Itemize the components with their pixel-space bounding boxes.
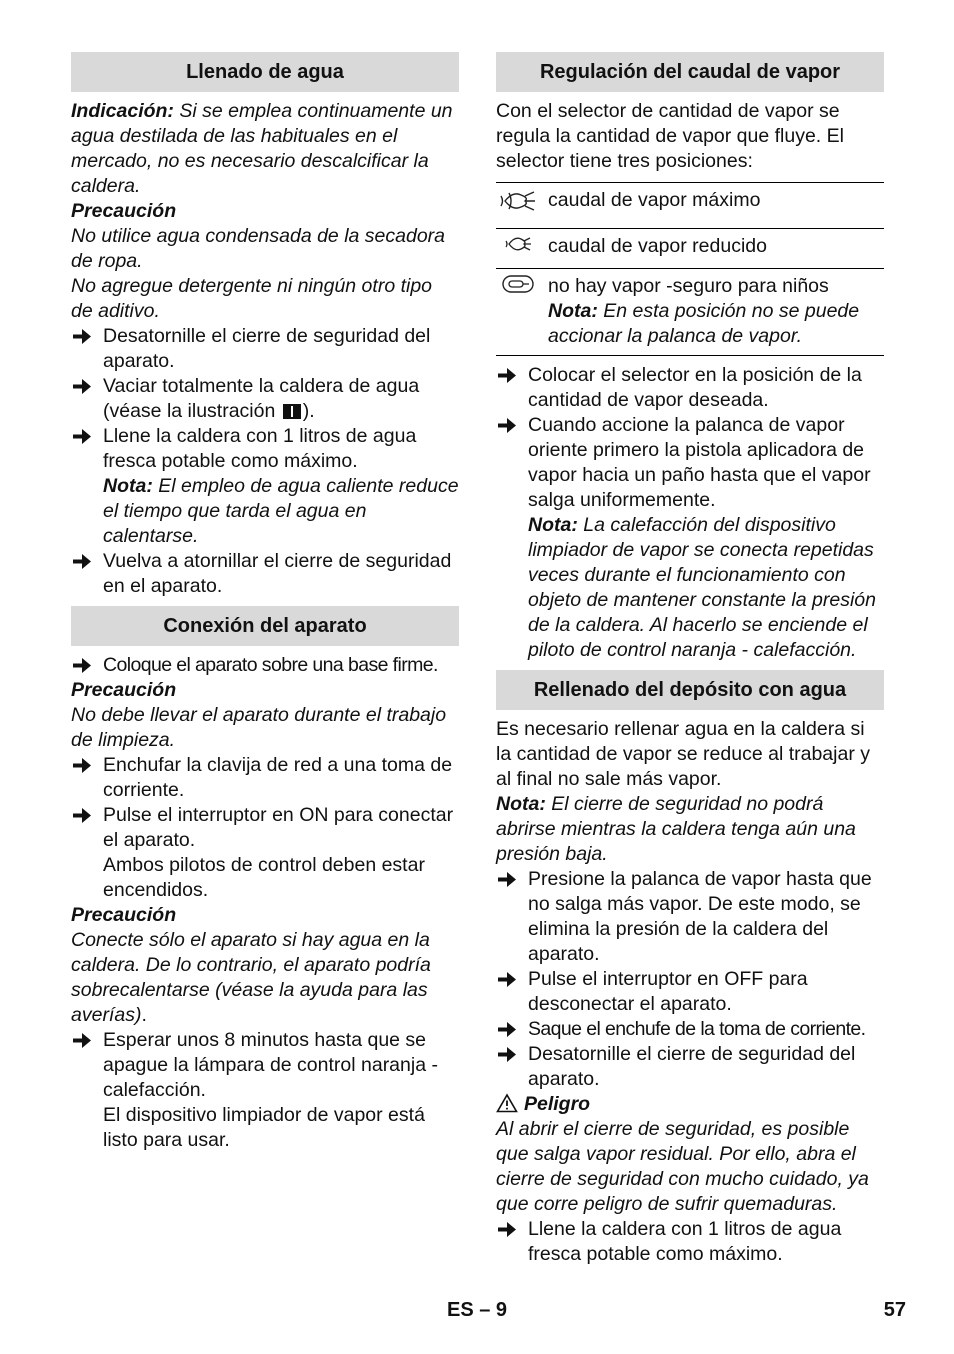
table-cell-icon: [496, 229, 540, 269]
nota-label: Nota:: [103, 475, 153, 497]
list-item-text: Llene la caldera con 1 litros de agua fresca potable como máximo.: [528, 1218, 842, 1265]
steam-max-icon: [499, 187, 537, 215]
list-item-text: Enchufar la clavija de red a una toma de corriente.: [103, 754, 453, 801]
precaucion-text: Conecte sólo el aparato si hay agua en la caldera. De lo contrario, el aparato podría sobrecalentarse (véase la ayuda para las averías): [71, 929, 431, 1026]
indicacion-label: Indicación:: [71, 100, 174, 122]
nota-label: Nota:: [496, 793, 546, 815]
list-item-text: Saque el enchufe de la toma de corriente.: [528, 1018, 866, 1040]
nota-label: Nota:: [548, 300, 598, 322]
list-item-text: Desatornille el cierre de seguridad del aparato.: [103, 325, 431, 372]
precaucion-text: No agregue detergente ni ningún otro tipo de aditivo.: [71, 275, 433, 322]
precaucion-label: Precaución: [71, 200, 177, 222]
nota-text: En esta posición no se puede accionar la palanca de vapor.: [548, 300, 860, 347]
section-heading-llenado: Llenado de agua: [71, 52, 459, 92]
nota-paragraph: [71, 474, 459, 549]
nota-paragraph: [496, 792, 884, 867]
list-item-text: Pulse el interruptor en ON para conectar el aparato.: [103, 804, 454, 851]
arrow-icon: [496, 867, 518, 892]
intro-paragraph: Con el selector de cantidad de vapor se regula la cantidad de vapor que fluye. El selector tiene tres posiciones:: [496, 100, 844, 172]
list-item: [496, 967, 884, 1017]
nota-text: La calefacción del dispositivo limpiador de vapor se conecta repetidas veces durante el funcionamiento con objeto de mantener constante la presión de la caldera. Al hacerlo se enciende el piloto de control naranja - calefacción.: [528, 514, 876, 661]
list-item: [496, 413, 884, 513]
precaucion-label: Precaución: [71, 679, 177, 701]
precaucion-text: No utilice agua condensada de la secadora de ropa.: [71, 225, 446, 272]
peligro-label: Peligro: [524, 1093, 591, 1115]
precaucion-paragraph: [71, 928, 459, 1028]
list-item: [71, 549, 459, 599]
arrow-icon: [71, 653, 93, 678]
steam-settings-table: [496, 182, 884, 356]
nota-paragraph: [548, 299, 884, 349]
list-item: [496, 1217, 884, 1267]
section-heading-conexion: Conexión del aparato: [71, 606, 459, 646]
arrow-icon: [496, 967, 518, 992]
list-item-continuation: Ambos pilotos de control deben estar encendidos.: [103, 854, 425, 901]
list-item: [71, 753, 459, 803]
arrow-icon: [71, 1028, 93, 1053]
left-column: [71, 52, 459, 1153]
child-lock-icon: [501, 273, 535, 295]
arrow-icon: [496, 1042, 518, 1067]
list-item-text: Cuando accione la palanca de vapor oriente primero la pistola aplicadora de vapor hacia un paño hasta que el vapor salga uniformemente.: [528, 414, 871, 511]
list-item: [496, 363, 884, 413]
section-heading-rellenado: Rellenado del depósito con agua: [496, 670, 884, 710]
list-item-text: Colocar el selector en la posición de la cantidad de vapor deseada.: [528, 364, 862, 411]
list-item-text: Pulse el interruptor en OFF para desconectar el aparato.: [528, 968, 808, 1015]
precaucion-text: No debe llevar el aparato durante el trabajo de limpieza.: [71, 704, 447, 751]
list-item-text: Desatornille el cierre de seguridad del aparato.: [528, 1043, 856, 1090]
table-cell-text: caudal de vapor máximo: [540, 183, 884, 229]
illustration-ref-icon: [283, 404, 301, 419]
list-item-continuation: El dispositivo limpiador de vapor está listo para usar.: [103, 1104, 425, 1151]
table-cell-text: [540, 269, 884, 356]
list-item-text: Coloque el aparato sobre una base firme.: [103, 654, 438, 676]
nota-paragraph: [496, 513, 884, 663]
arrow-icon: [71, 753, 93, 778]
table-row: [496, 183, 884, 229]
arrow-icon: [496, 1217, 518, 1242]
list-item-text: Vaciar totalmente la caldera de agua (véase la ilustración: [103, 375, 420, 422]
table-row: [496, 269, 884, 356]
list-item: [496, 867, 884, 967]
table-row: [496, 229, 884, 269]
nota-text: El cierre de seguridad no podrá abrirse mientras la caldera tenga aún una presión baja.: [496, 793, 856, 865]
list-item: [496, 1042, 884, 1092]
arrow-icon: [71, 549, 93, 574]
right-column: [496, 52, 884, 1267]
indicacion-paragraph: [71, 99, 459, 199]
list-item-text: ).: [302, 400, 315, 422]
page-number: 57: [883, 1299, 906, 1321]
nota-text: El empleo de agua caliente reduce el tiempo que tarda el agua en calentarse.: [103, 475, 459, 547]
arrow-icon: [496, 1017, 518, 1042]
list-item: [71, 653, 459, 678]
nota-label: Nota:: [528, 514, 578, 536]
warning-icon: [496, 1093, 518, 1113]
table-cell-icon: [496, 183, 540, 229]
list-item: [71, 424, 459, 474]
footer-section-label: ES – 9: [447, 1299, 508, 1321]
list-item: [71, 803, 459, 853]
list-item: [71, 374, 459, 424]
list-item-text: Llene la caldera con 1 litros de agua fresca potable como máximo.: [103, 425, 417, 472]
table-cell-text: caudal de vapor reducido: [540, 229, 884, 269]
table-cell-icon: [496, 269, 540, 356]
arrow-icon: [496, 363, 518, 388]
precaucion-end: .: [141, 1004, 147, 1026]
intro-paragraph: Es necesario rellenar agua en la caldera si la cantidad de vapor se reduce al trabajar y al final no sale más vapor.: [496, 718, 870, 790]
steam-reduced-icon: [503, 233, 533, 255]
indicacion-text: Si se emplea continuamente un agua destilada de las habituales en el mercado, no es necesario descalcificar la caldera.: [71, 100, 453, 197]
arrow-icon: [496, 413, 518, 438]
precaucion-label: Precaución: [71, 904, 177, 926]
list-item-text: Vuelva a atornillar el cierre de seguridad en el aparato.: [103, 550, 452, 597]
peligro-heading: [496, 1092, 884, 1117]
list-item: [71, 1028, 459, 1103]
arrow-icon: [71, 324, 93, 349]
list-item-text: Presione la palanca de vapor hasta que no salga más vapor. De este modo, se elimina la presión de la caldera del aparato.: [528, 868, 872, 965]
list-item: [496, 1017, 884, 1042]
list-item-text: Esperar unos 8 minutos hasta que se apague la lámpara de control naranja - calefacción.: [103, 1029, 438, 1101]
section-heading-regulacion: Regulación del caudal de vapor: [496, 52, 884, 92]
list-item: [71, 324, 459, 374]
arrow-icon: [71, 374, 93, 399]
arrow-icon: [71, 803, 93, 828]
peligro-text: Al abrir el cierre de seguridad, es posible que salga vapor residual. Por ello, abra el cierre de seguridad con mucho cuidado, ya que corre peligro de sufrir quemaduras.: [496, 1118, 869, 1215]
table-cell-main: no hay vapor -seguro para niños: [548, 275, 829, 297]
arrow-icon: [71, 424, 93, 449]
